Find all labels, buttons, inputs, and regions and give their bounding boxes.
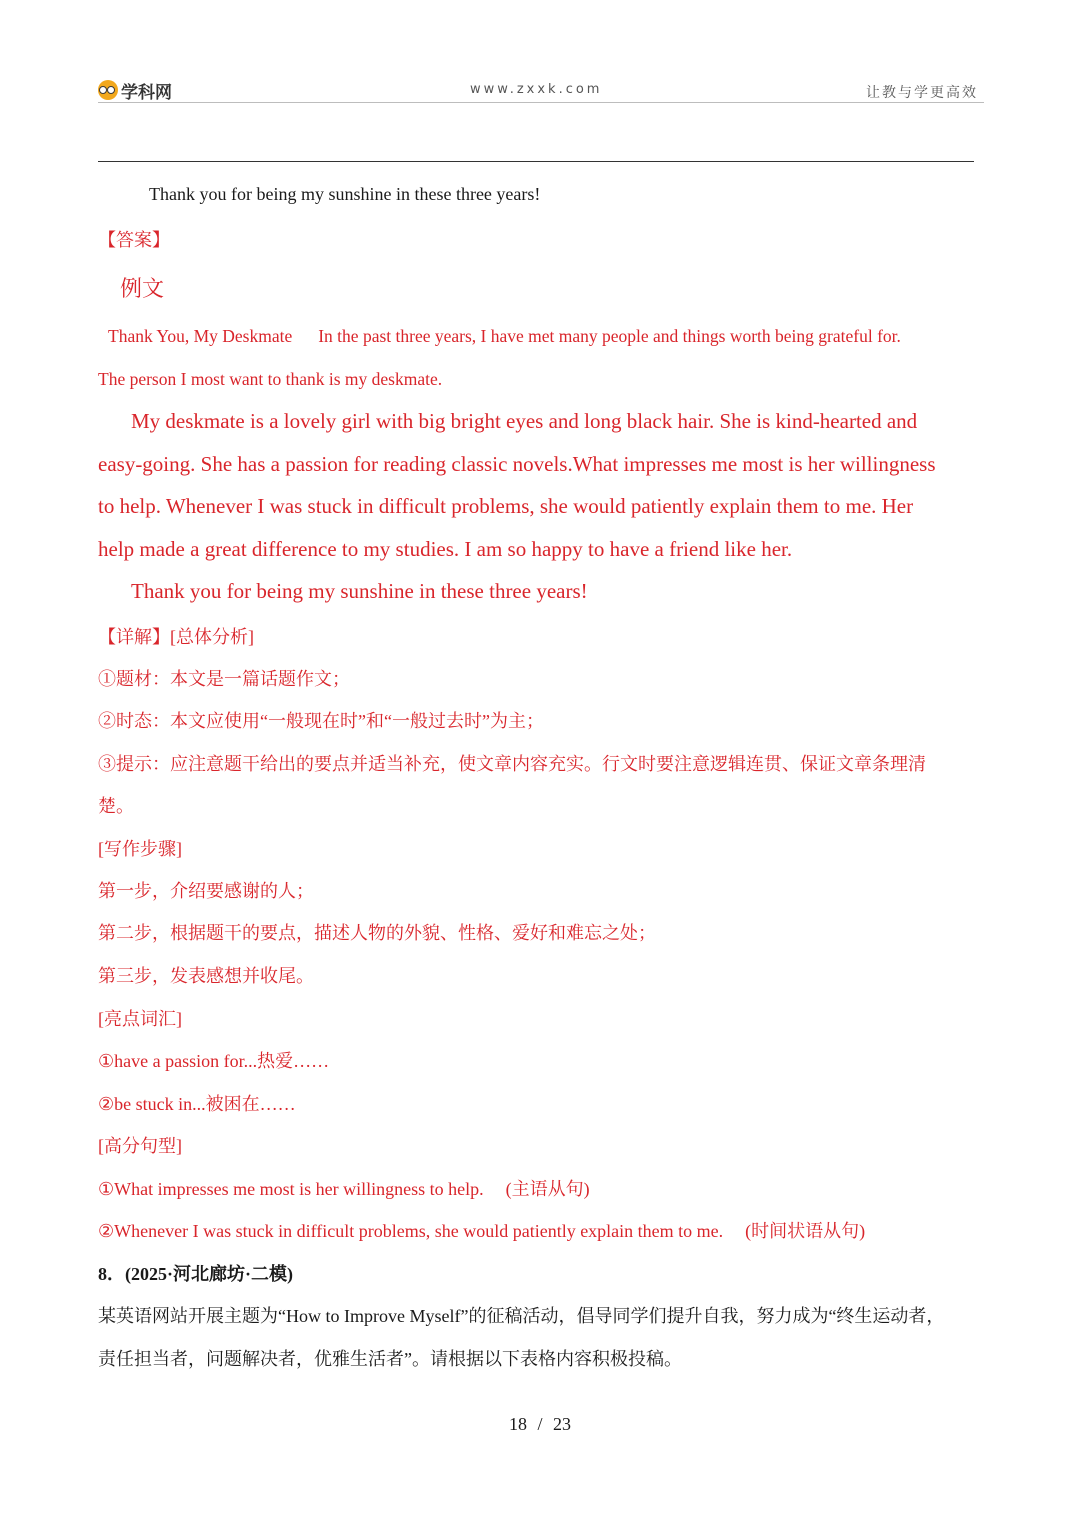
page-header bbox=[0, 0, 1080, 110]
essay-p3: Thank you for being my sunshine in these three years! bbox=[131, 579, 588, 603]
question-8-line1: 某英语网站开展主题为“How to Improve Myself”的征稿活动，倡导同学们提升自我，努力成为“终生运动者， bbox=[98, 1306, 945, 1326]
high-score-sentences-label: [高分句型] bbox=[98, 1136, 182, 1156]
sentence-2-note: (时间状语从句) bbox=[745, 1221, 866, 1241]
analysis-item-3-line2: 楚。 bbox=[98, 796, 134, 816]
answer-blank-line bbox=[98, 161, 974, 162]
header-divider bbox=[98, 102, 984, 103]
vocab-item-2: ②be stuck in...被困在…… bbox=[98, 1094, 296, 1114]
site-url[interactable]: www.zxxk.com bbox=[470, 82, 603, 97]
analysis-item-1: ①题材：本文是一篇话题作文； bbox=[98, 669, 350, 689]
answer-label: 【答案】 bbox=[98, 230, 170, 250]
prompt-last-line: Thank you for being my sunshine in these three years! bbox=[149, 184, 541, 204]
essay-p2-line1: My deskmate is a lovely girl with big bright eyes and long black hair. She is kind-hearted and bbox=[131, 409, 918, 433]
essay-p1-line2: The person I most want to thank is my deskmate. bbox=[98, 369, 443, 389]
essay-p2-line4: help made a great difference to my studies. I am so happy to have a friend like her. bbox=[98, 537, 793, 561]
sentence-2-text: ②Whenever I was stuck in difficult problems, she would patiently explain them to me. bbox=[98, 1221, 724, 1241]
writing-steps-label: [写作步骤] bbox=[98, 839, 182, 859]
detail-heading bbox=[98, 623, 254, 649]
sentence-item-2 bbox=[98, 1217, 865, 1243]
example-label: 例文 bbox=[120, 276, 165, 301]
detail-label: 【详解】 bbox=[98, 627, 170, 647]
vocab-item-1: ①have a passion for...热爱…… bbox=[98, 1051, 330, 1071]
site-logo[interactable] bbox=[98, 78, 172, 102]
sentence-1-text: ①What impresses me most is her willingness to help. bbox=[98, 1179, 484, 1199]
question-8-heading: 8．(2025·河北廊坊·二模) bbox=[98, 1264, 293, 1284]
sentence-item-1 bbox=[98, 1175, 590, 1201]
essay-p1-line1: In the past three years, I have met many people and things worth being grateful for. bbox=[318, 326, 901, 346]
essay-title: Thank You, My Deskmate bbox=[108, 326, 293, 346]
overall-analysis-label: [总体分析] bbox=[170, 627, 254, 647]
page-number: 18 / 23 bbox=[508, 1414, 571, 1434]
sentence-1-note: (主语从句) bbox=[505, 1179, 590, 1199]
writing-step-1: 第一步，介绍要感谢的人； bbox=[98, 881, 314, 901]
writing-step-2: 第二步，根据题干的要点，描述人物的外貌、性格、爱好和难忘之处； bbox=[98, 923, 656, 943]
header-slogan: 让教与学更高效 bbox=[866, 85, 978, 101]
highlight-vocab-label: [亮点词汇] bbox=[98, 1009, 182, 1029]
question-8-line2: 责任担当者，问题解决者，优雅生活者”。请根据以下表格内容积极投稿。 bbox=[98, 1349, 682, 1369]
essay-title-line bbox=[108, 326, 901, 347]
owl-logo-icon bbox=[98, 80, 118, 100]
analysis-item-3-line1: ③提示：应注意题干给出的要点并适当补充，使文章内容充实。行文时要注意逻辑连贯、保证文章条理清 bbox=[98, 754, 926, 774]
essay-p2-line2: easy-going. She has a passion for reading classic novels.What impresses me most is her willingness bbox=[98, 452, 936, 476]
essay-p2-line3: to help. Whenever I was stuck in difficult problems, she would patiently explain them to me. Her bbox=[98, 494, 914, 518]
logo-text: 学科网 bbox=[121, 82, 172, 103]
analysis-item-2: ②时态：本文应使用“一般现在时”和“一般过去时”为主； bbox=[98, 711, 544, 731]
writing-step-3: 第三步，发表感想并收尾。 bbox=[98, 966, 314, 986]
